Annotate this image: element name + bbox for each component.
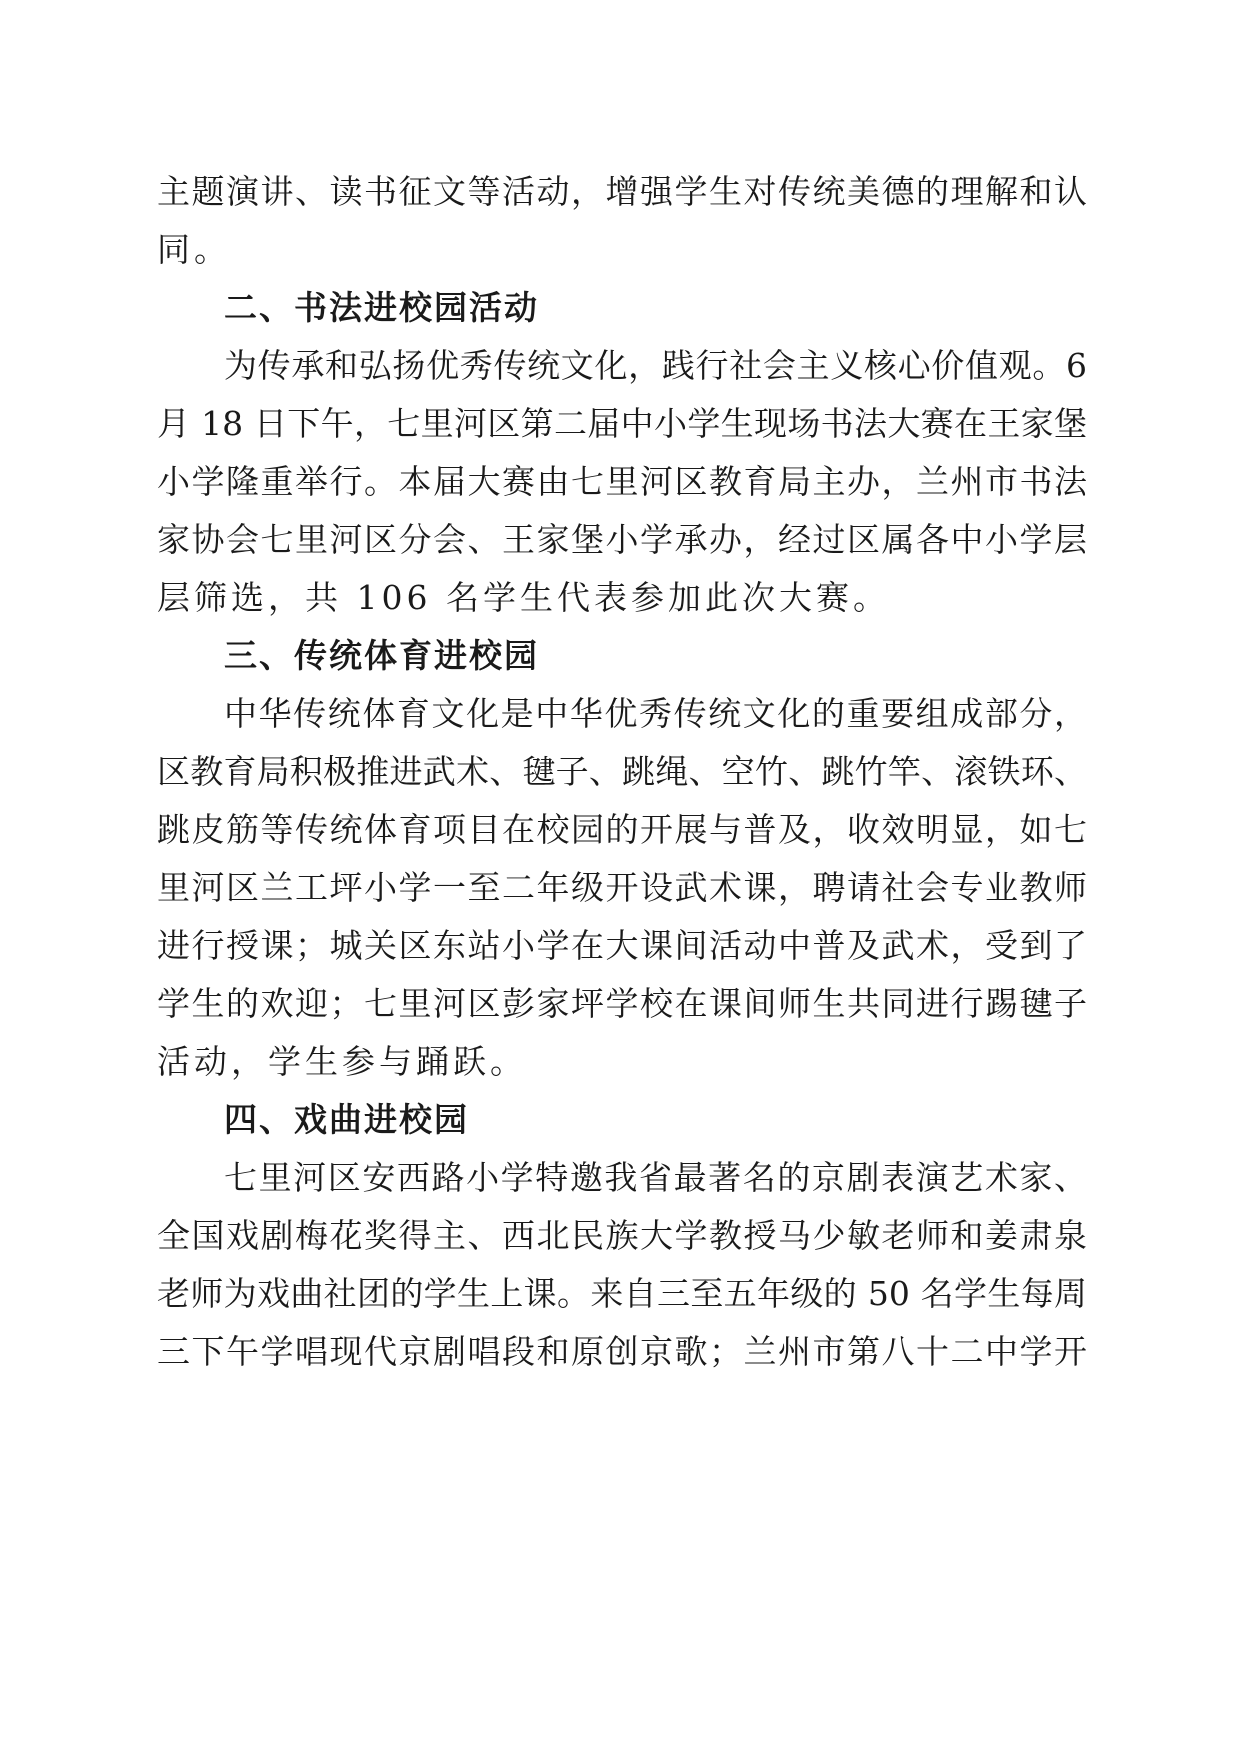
paragraph-line: 主题演讲、读书征文等活动，增强学生对传统美德的理解和认 <box>157 172 1087 211</box>
paragraph-line: 家协会七里河区分会、王家堡小学承办，经过区属各中小学层 <box>157 520 1087 559</box>
paragraph-line: 全国戏剧梅花奖得主、西北民族大学教授马少敏老师和姜肃泉 <box>157 1216 1087 1255</box>
paragraph-line: 七里河区安西路小学特邀我省最著名的京剧表演艺术家、 <box>224 1158 1087 1197</box>
section-heading-opera: 四、戏曲进校园 <box>224 1100 469 1139</box>
paragraph-line: 学生的欢迎；七里河区彭家坪学校在课间师生共同进行踢毽子 <box>157 984 1087 1023</box>
paragraph-line: 老师为戏曲社团的学生上课。来自三至五年级的 50 名学生每周 <box>157 1274 1087 1313</box>
paragraph-line: 小学隆重举行。本届大赛由七里河区教育局主办，兰州市书法 <box>157 462 1087 501</box>
paragraph-line: 中华传统体育文化是中华优秀传统文化的重要组成部分， <box>224 694 1087 733</box>
paragraph-line: 里河区兰工坪小学一至二年级开设武术课，聘请社会专业教师 <box>157 868 1087 907</box>
paragraph-line: 活动，学生参与踊跃。 <box>157 1042 527 1081</box>
section-heading-calligraphy: 二、书法进校园活动 <box>224 288 539 327</box>
paragraph-line: 为传承和弘扬优秀传统文化，践行社会主义核心价值观。6 <box>224 346 1087 385</box>
paragraph-line: 层筛选，共 106 名学生代表参加此次大赛。 <box>157 578 890 617</box>
paragraph-line: 跳皮筋等传统体育项目在校园的开展与普及，收效明显，如七 <box>157 810 1087 849</box>
paragraph-line: 同。 <box>157 230 231 269</box>
paragraph-line: 月 18 日下午，七里河区第二届中小学生现场书法大赛在王家堡 <box>157 404 1087 443</box>
section-heading-sports: 三、传统体育进校园 <box>224 636 539 675</box>
paragraph-line: 进行授课；城关区东站小学在大课间活动中普及武术，受到了 <box>157 926 1087 965</box>
paragraph-line: 三下午学唱现代京剧唱段和原创京歌；兰州市第八十二中学开 <box>157 1332 1087 1371</box>
paragraph-line: 区教育局积极推进武术、毽子、跳绳、空竹、跳竹竿、滚铁环、 <box>157 752 1087 791</box>
